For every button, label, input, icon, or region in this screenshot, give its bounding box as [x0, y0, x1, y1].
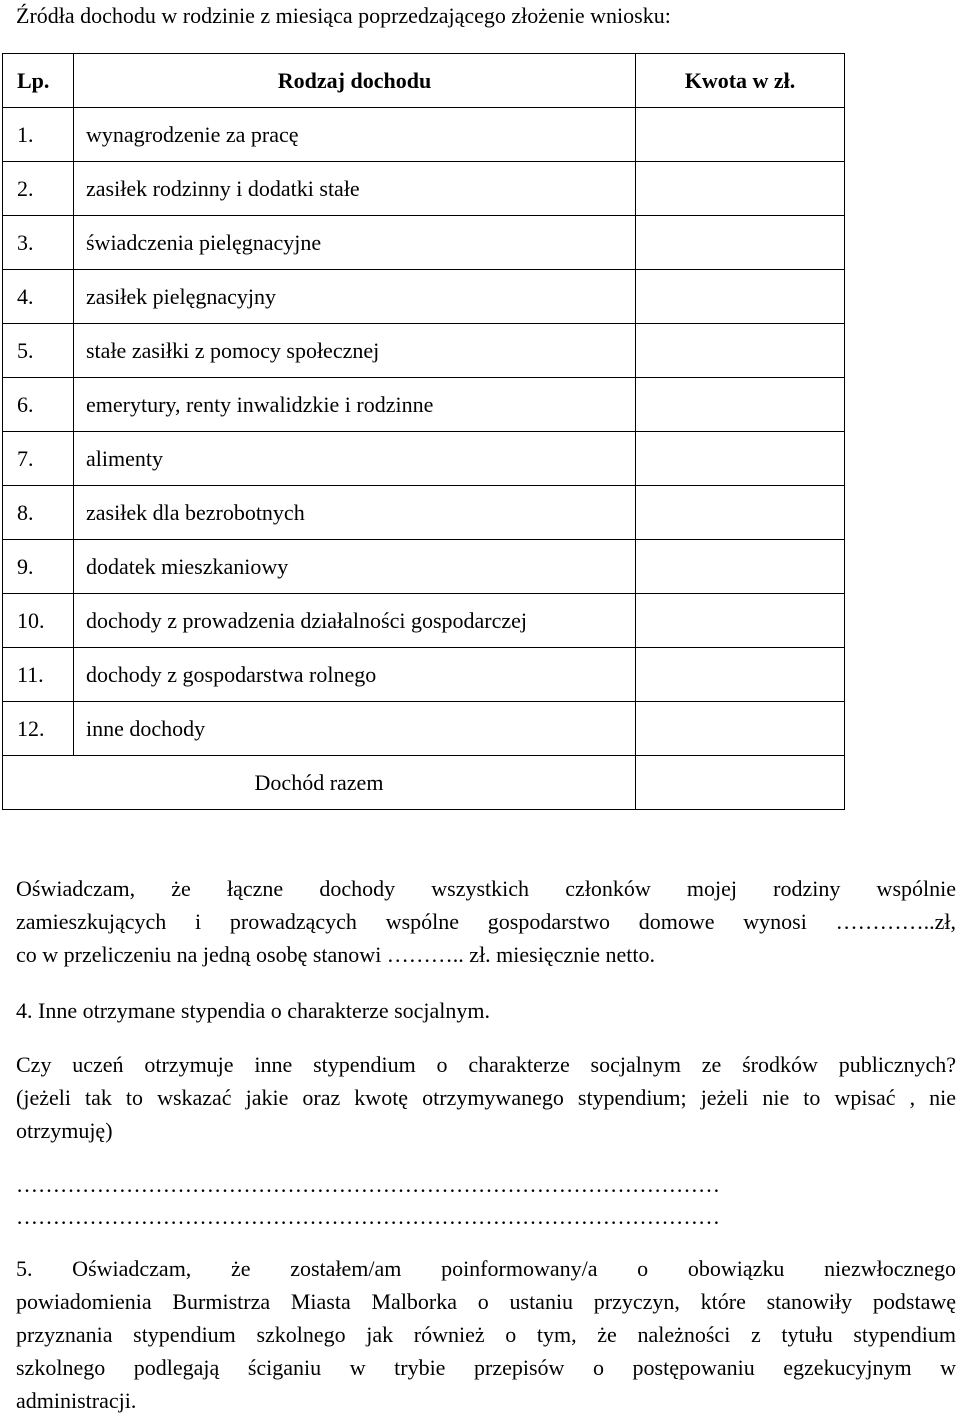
table-row	[3, 594, 845, 648]
row-number: 7.	[3, 432, 74, 486]
income-type: alimenty	[74, 432, 636, 486]
question-line: Czy uczeń otrzymuje inne stypendium o charakterze socjalnym ze środków publicznych?	[16, 1052, 956, 1077]
income-type: inne dochody	[74, 702, 636, 756]
row-number: 6.	[3, 378, 74, 432]
amount-field[interactable]	[636, 540, 845, 594]
table-row	[3, 324, 845, 378]
table-row	[3, 702, 845, 756]
declaration-line: szkolnego podlegają ściganiu w trybie przepisów o postępowaniu egzekucyjnym w	[16, 1355, 956, 1380]
amount-field[interactable]	[636, 162, 845, 216]
declaration-line: co w przeliczeniu na jedną osobę stanowi ……….. zł. miesięcznie netto.	[16, 942, 656, 967]
income-sources-intro: Źródła dochodu w rodzinie z miesiąca poprzedzającego złożenie wniosku:	[16, 3, 671, 28]
section-4-heading: 4. Inne otrzymane stypendia o charakterze socjalnym.	[16, 998, 491, 1023]
declaration-line: zamieszkujących i prowadzących wspólne gospodarstwo domowe wynosi …………..zł,	[16, 909, 956, 934]
question-line: (jeżeli tak to wskazać jakie oraz kwotę otrzymywanego stypendium; jeżeli nie to wpisać , nie	[16, 1085, 956, 1110]
income-type: stałe zasiłki z pomocy społecznej	[74, 324, 636, 378]
table-row	[3, 432, 845, 486]
amount-field[interactable]	[636, 378, 845, 432]
amount-field[interactable]	[636, 270, 845, 324]
declaration-line: Oświadczam, że łączne dochody wszystkich członków mojej rodziny wspólnie	[16, 876, 956, 901]
header-amount: Kwota w zł.	[636, 54, 845, 108]
income-type: świadczenia pielęgnacyjne	[74, 216, 636, 270]
income-declaration	[16, 872, 956, 971]
income-table	[2, 53, 845, 810]
amount-field[interactable]	[636, 432, 845, 486]
table-row	[3, 162, 845, 216]
amount-field[interactable]	[636, 324, 845, 378]
row-number: 9.	[3, 540, 74, 594]
row-number: 3.	[3, 216, 74, 270]
table-row	[3, 108, 845, 162]
row-number: 11.	[3, 648, 74, 702]
table-header-row	[3, 54, 845, 108]
answer-dotted-line[interactable]: ……………………………………………………………………………………	[16, 1172, 720, 1197]
income-type: emerytury, renty inwalidzkie i rodzinne	[74, 378, 636, 432]
income-type: dochody z gospodarstwa rolnego	[74, 648, 636, 702]
amount-field[interactable]	[636, 216, 845, 270]
row-number: 1.	[3, 108, 74, 162]
income-type: zasiłek dla bezrobotnych	[74, 486, 636, 540]
table-row	[3, 486, 845, 540]
declaration-line: przyznania stypendium szkolnego jak również o tym, że należności z tytułu stypendium	[16, 1322, 956, 1347]
question-line: otrzymuję)	[16, 1118, 113, 1143]
row-number: 2.	[3, 162, 74, 216]
table-row	[3, 378, 845, 432]
section-4-question	[16, 1048, 956, 1147]
total-row	[3, 756, 845, 810]
header-lp: Lp.	[3, 54, 74, 108]
table-row	[3, 270, 845, 324]
row-number: 12.	[3, 702, 74, 756]
row-number: 5.	[3, 324, 74, 378]
declaration-line: 5. Oświadczam, że zostałem/am poinformowany/a o obowiązku niezwłocznego	[16, 1256, 956, 1281]
row-number: 10.	[3, 594, 74, 648]
amount-field[interactable]	[636, 594, 845, 648]
amount-field[interactable]	[636, 702, 845, 756]
declaration-line: powiadomienia Burmistrza Miasta Malborka o ustaniu przyczyn, które stanowiły podstawę	[16, 1289, 956, 1314]
amount-field[interactable]	[636, 486, 845, 540]
row-number: 8.	[3, 486, 74, 540]
table-row	[3, 216, 845, 270]
income-type: zasiłek pielęgnacyjny	[74, 270, 636, 324]
income-type: dochody z prowadzenia działalności gospodarczej	[74, 594, 636, 648]
declaration-line: administracji.	[16, 1388, 137, 1413]
section-5-declaration	[16, 1252, 956, 1417]
income-type: zasiłek rodzinny i dodatki stałe	[74, 162, 636, 216]
amount-field[interactable]	[636, 108, 845, 162]
answer-dotted-line[interactable]: ……………………………………………………………………………………	[16, 1204, 720, 1229]
amount-field[interactable]	[636, 648, 845, 702]
header-income-type: Rodzaj dochodu	[74, 54, 636, 108]
income-type: dodatek mieszkaniowy	[74, 540, 636, 594]
row-number: 4.	[3, 270, 74, 324]
total-amount-field[interactable]	[636, 756, 845, 810]
income-type: wynagrodzenie za pracę	[74, 108, 636, 162]
total-label: Dochód razem	[3, 756, 636, 810]
table-row	[3, 648, 845, 702]
table-row	[3, 540, 845, 594]
